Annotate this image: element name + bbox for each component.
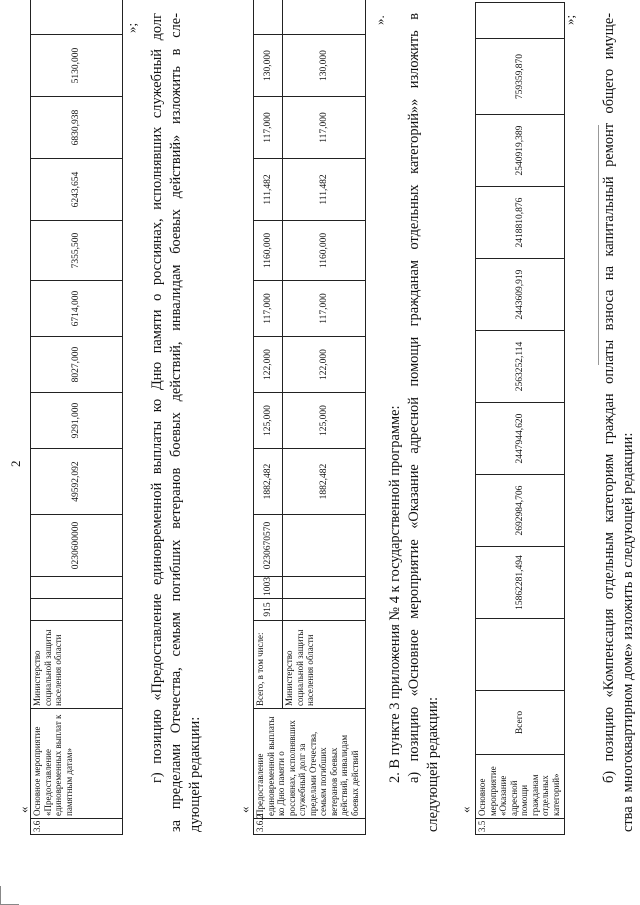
executor: Министерство социальной защиты населения области	[31, 621, 123, 709]
row-number: 3.5	[476, 819, 565, 835]
empty-cell	[283, 515, 366, 577]
value-year: 2692984,706	[476, 475, 565, 547]
activity-name: Основное мероприятие «Предоставление единовременных выплат к памятным датам»	[31, 709, 123, 819]
value-year: 117,000	[254, 281, 283, 337]
empty-cell	[254, 0, 283, 35]
paragraph-g-line-3: дующей редакции:	[187, 716, 203, 832]
empty-cell	[31, 577, 123, 599]
value-year: 117,000	[283, 97, 366, 159]
page-corner-mark	[0, 886, 19, 905]
csr-code: 0230670570	[254, 515, 283, 577]
value-year: 2447944,620	[476, 403, 565, 475]
paragraph-b-line-2: ства в многоквартирном доме» изложить в следующей редакции:	[620, 432, 636, 832]
value-year: 111,482	[283, 159, 366, 221]
value-year: 2540919,389	[476, 115, 565, 187]
value-total: 15862281,494	[476, 547, 565, 619]
value-year: 130,000	[254, 35, 283, 97]
value-year: 5130,000	[31, 35, 123, 97]
csr-code: 0230600000	[31, 515, 123, 577]
value-total: 49592,092	[31, 449, 123, 515]
value-year: 2443609,919	[476, 259, 565, 331]
value-year: 117,000	[254, 97, 283, 159]
value-year: 6243,654	[31, 159, 123, 221]
paragraph-g-line-2: за пределами Отечества, семьям погибших ветеранов боевых действий, инвалидам боевых действий» изложить в сле-	[168, 13, 184, 832]
value-total: 1882,482	[254, 449, 283, 515]
value-year: 122,000	[254, 337, 283, 393]
value-year: 7355,500	[31, 221, 123, 281]
value-year: 9291,000	[31, 393, 123, 449]
empty-cell	[283, 0, 366, 35]
empty-cell	[31, 0, 123, 35]
grbs-code: 915	[254, 599, 283, 621]
paragraph-b-line-1: б) позицию «Компенсация отдельным категориям граждан оплаты взноса на капитальный ремонт общего имуще-	[601, 13, 617, 783]
quote-open-1: «	[16, 806, 31, 813]
quote-close-1: »;	[124, 22, 139, 33]
table-row-3-6	[30, 0, 123, 835]
value-year: 8027,000	[31, 337, 123, 393]
paragraph-2-line-1: 2. В пункте 3 приложения № 4 к государственной программе:	[387, 405, 403, 783]
value-year: 130,000	[283, 35, 366, 97]
empty-cell	[31, 599, 123, 621]
value-year: 1160,000	[254, 221, 283, 281]
value-year: 125,000	[254, 393, 283, 449]
row-number: 3.6.2	[254, 819, 366, 835]
value-year: 6714,000	[31, 281, 123, 337]
value-year: 2418810,876	[476, 187, 565, 259]
value-total: 1882,482	[283, 449, 366, 515]
paragraph-g-line-1: г) позицию «Предоставление единовременной выплаты ко Дню памяти о россиянах, исполнявших служебный долг	[149, 13, 165, 783]
table-row-3-5	[475, 2, 565, 835]
value-year: 759359,870	[476, 39, 565, 115]
value-year: 122,000	[283, 337, 366, 393]
quote-close-2: ».	[372, 15, 387, 25]
row-number: 3.6	[31, 819, 123, 835]
activity-name: Предоставление единовременной выплаты ко Дню памяти о россиянах, исполнявших служебный долг за пределами Отечества, семьям погибших ветеранов боевых действий, инвалидам боевых действий	[254, 709, 366, 819]
paragraph-2-line-2: а) позицию «Основное мероприятие «Оказание адресной помощи гражданам отдельных категорий»» изложить в	[406, 13, 422, 783]
value-year: 2563252,114	[476, 331, 565, 403]
table-row-3-6-2	[253, 0, 366, 835]
page-number: 2	[8, 460, 23, 467]
empty-cell	[283, 577, 366, 599]
value-year: 1160,000	[283, 221, 366, 281]
value-year: 125,000	[283, 393, 366, 449]
value-year: 111,482	[254, 159, 283, 221]
rzpr-code: 1003	[254, 577, 283, 599]
executor: Министерство социальной защиты населения области	[283, 621, 366, 709]
total-label: Всего	[476, 691, 565, 755]
value-year: 6830,938	[31, 97, 123, 159]
empty-cell	[476, 619, 565, 691]
paragraph-2-line-3: следующей редакции:	[425, 697, 441, 832]
faint-divider	[598, 125, 599, 365]
quote-open-2: «	[237, 806, 252, 813]
empty-cell	[476, 3, 565, 39]
executor-total-label: Всего, в том числе:	[254, 621, 283, 709]
empty-cell	[283, 599, 366, 621]
quote-open-3: «	[458, 806, 473, 813]
quote-close-3: »;	[562, 14, 577, 25]
activity-name: Основное мероприятие «Оказание адресной помощи гражданам отдельных категорий»	[476, 755, 565, 819]
value-year: 117,000	[283, 281, 366, 337]
